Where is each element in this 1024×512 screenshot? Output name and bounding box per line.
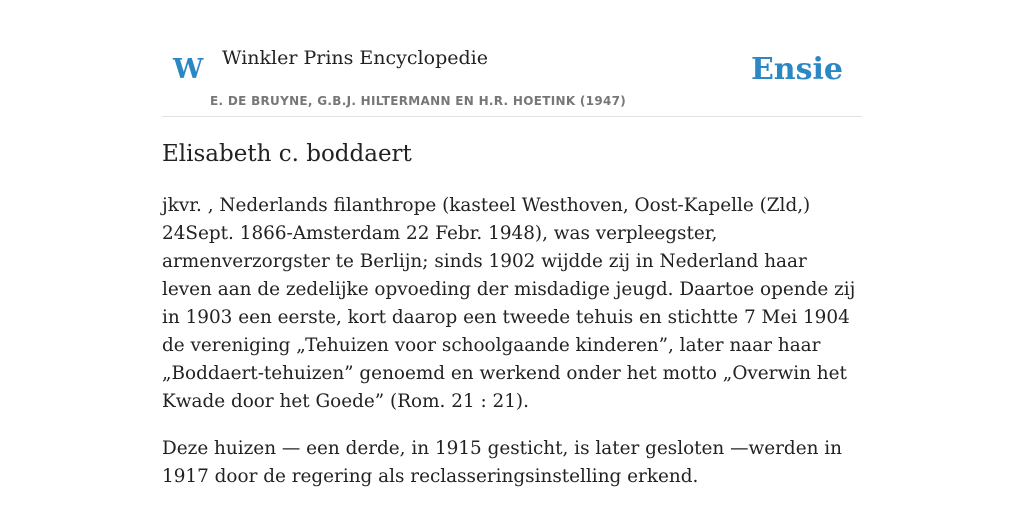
publication-title[interactable]: Winkler Prins Encyclopedie — [222, 47, 488, 69]
ensie-logo[interactable]: Ensie — [750, 52, 843, 87]
article-paragraph: Deze huizen — een derde, in 1915 gesticht, is later gesloten —werden in 1917 door de regering als reclasseringsinstelling erkend. — [162, 438, 842, 487]
article-title: Elisabeth c. boddaert — [162, 141, 412, 167]
article-paragraph: jkvr. , Nederlands filanthrope (kasteel Westhoven, Oost-Kapelle (Zld,) 24Sept. 1866-Amsterdam 22 Febr. 1948), was verpleegster, armenverzorgster te Berlijn; sinds 1902 wijdde zij in Nederland haar leven aan de zedelijke opvoeding der misdadige jeugd. Daartoe opende zij in 1903 een eerste, kort daarop een tweede tehuis en stichtte 7 Mei 1904 de vereniging „Tehuizen voor schoolgaande kinderen”, later naar haar „Boddaert-tehuizen” genoemd en werkend onder het motto „Overwin het Kwade door het Goede” (Rom. 21 : 21). — [162, 195, 856, 412]
winkler-prins-logo[interactable]: W — [173, 54, 204, 85]
article — [162, 138, 862, 491]
site-header — [162, 0, 862, 117]
publication-authors: E. DE BRUYNE, G.B.J. HILTERMANN EN H.R. HOETINK (1947) — [210, 94, 627, 108]
